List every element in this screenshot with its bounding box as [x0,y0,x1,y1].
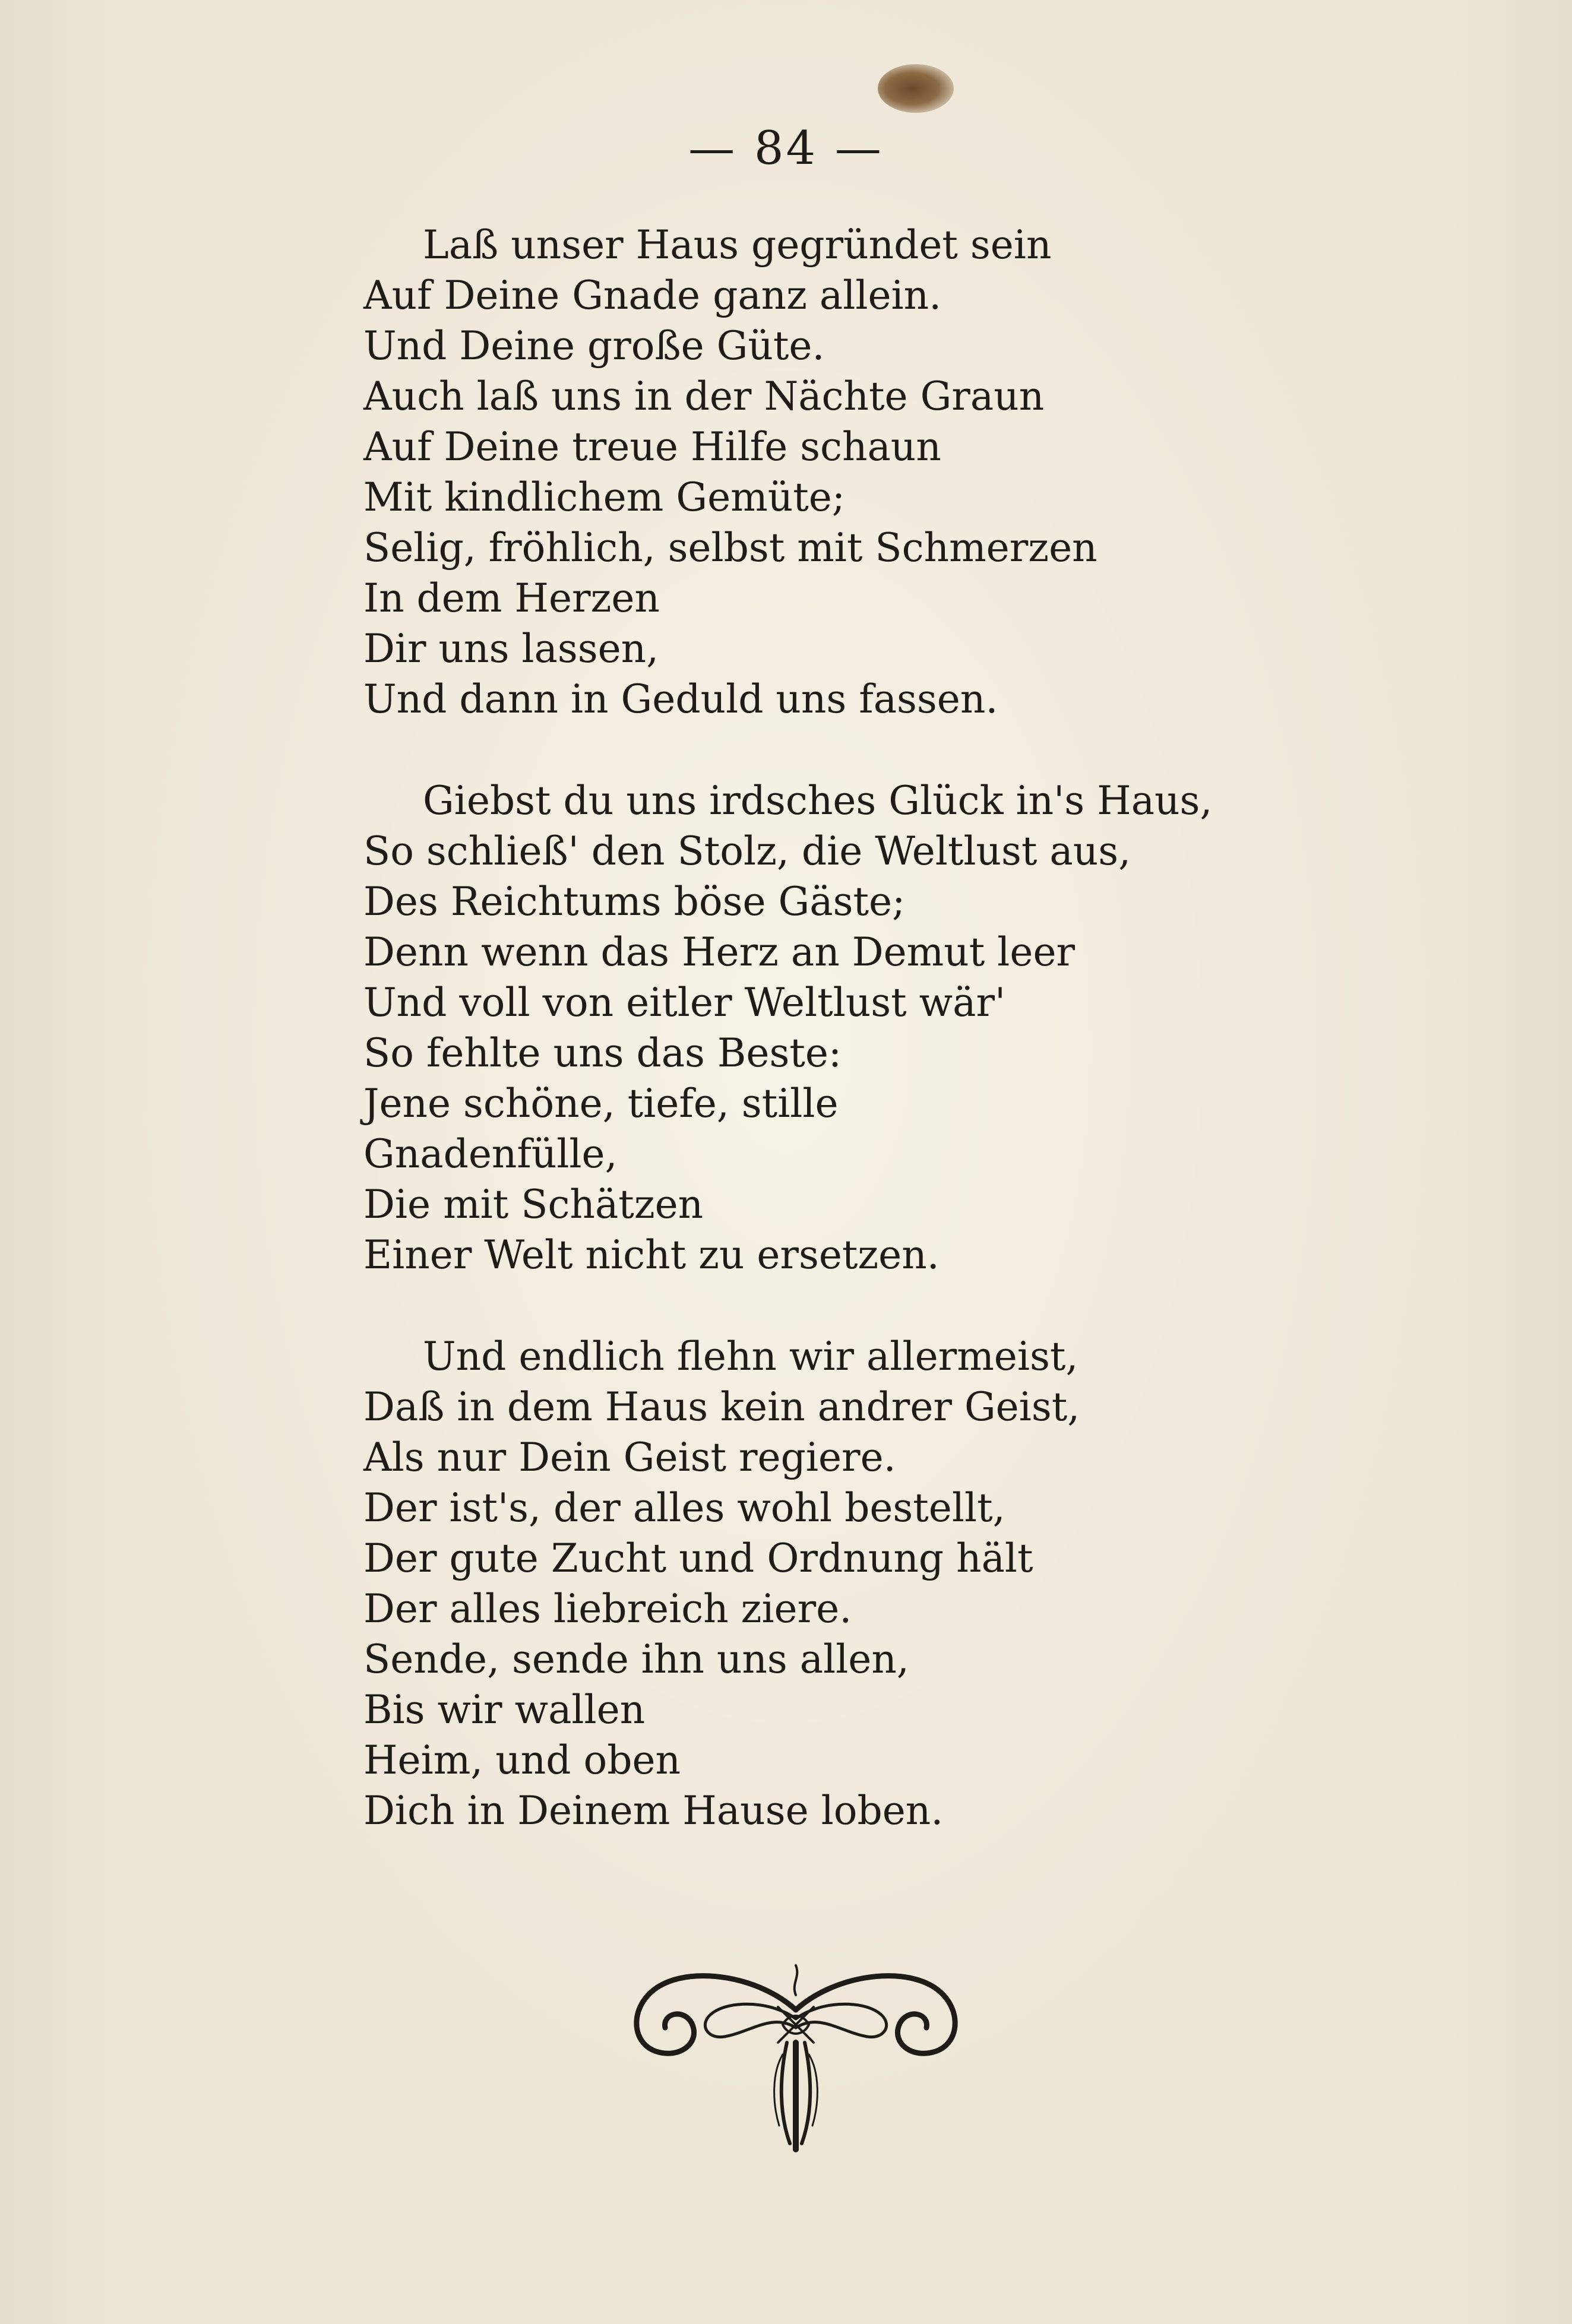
poem-line: So schließ' den Stolz, die Weltlust aus, [363,828,1131,874]
poem-line: Sende, sende ihn uns allen, [363,1636,909,1682]
poem-line: Der ist's, der alles wohl bestellt, [363,1485,1005,1531]
poem-line: Jene schöne, tiefe, stille [363,1081,839,1126]
poem-line: Und endlich flehn wir allermeist, [423,1334,1078,1379]
poem-line: Bis wir wallen [363,1687,646,1733]
stanza [363,775,1254,1280]
flourish-ornament-icon [624,1953,968,2161]
poem-line: Und dann in Geduld uns fassen. [363,676,998,722]
poem-line: Giebst du uns irdsches Glück in's Haus, [423,778,1213,824]
poem-line: Und voll von eitler Weltlust wär' [363,980,1006,1025]
poem-line: Des Reichtums böse Gäste; [363,879,906,924]
poem-line: Laß unser Haus gegründet sein [423,222,1052,268]
poem-line: Die mit Schätzen [363,1182,704,1227]
page-number: — 84 — [688,122,884,175]
poem-line: Auch laß uns in der Nächte Graun [363,373,1045,419]
poem-line: Als nur Dein Geist regiere. [363,1435,896,1480]
poem-line: Daß in dem Haus kein andrer Geist, [363,1384,1080,1430]
poem-line: Mit kindlichem Gemüte; [363,474,846,520]
poem-line: Denn wenn das Herz an Demut leer [363,929,1076,975]
stanza [363,1331,1254,1836]
poem-line: Selig, fröhlich, selbst mit Schmerzen [363,525,1097,571]
poem-line: Und Deine große Güte. [363,323,825,369]
poem-line: Heim, und oben [363,1737,681,1783]
poem-line: Dir uns lassen, [363,626,659,672]
poem-line: Gnadenfülle, [363,1131,618,1177]
ink-stain [878,64,954,113]
poem [363,220,1254,1836]
poem-line: Der alles liebreich ziere. [363,1586,852,1632]
poem-line: Auf Deine Gnade ganz allein. [363,273,942,318]
poem-line: Einer Welt nicht zu ersetzen. [363,1232,940,1278]
poem-line: Dich in Deinem Hause loben. [363,1788,944,1834]
poem-line: Auf Deine treue Hilfe schaun [363,424,941,470]
poem-line: So fehlte uns das Beste: [363,1030,842,1076]
poem-line: In dem Herzen [363,575,660,621]
poem-line: Der gute Zucht und Ordnung hält [363,1535,1033,1581]
stanza [363,220,1254,724]
